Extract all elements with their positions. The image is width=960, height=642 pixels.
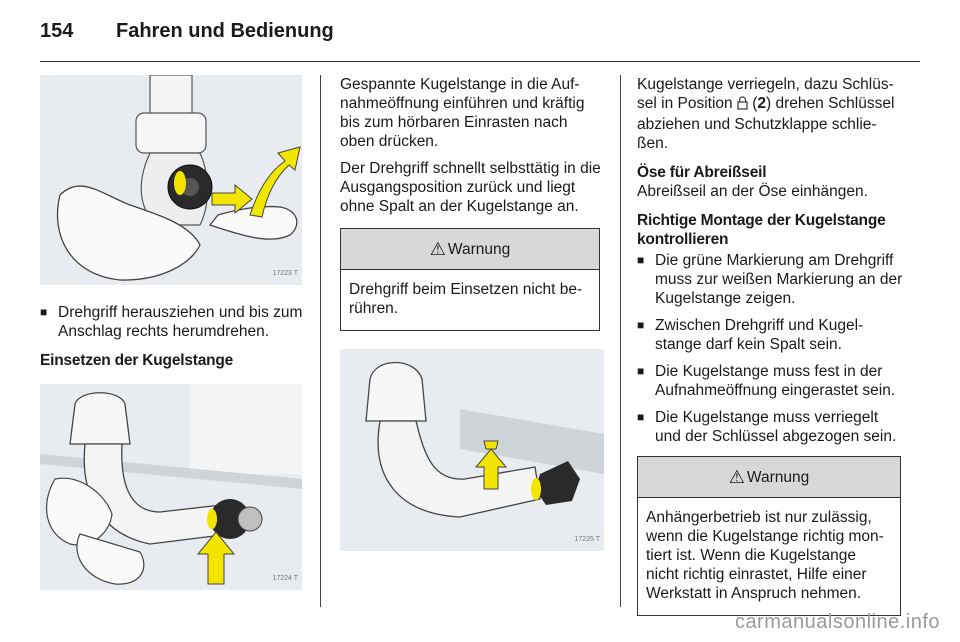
insert-ball-bar-illustration <box>40 384 302 590</box>
figure-number: 17225 T <box>574 536 600 543</box>
section-heading: Richtige Montage der Kugelstange kontrollieren <box>637 212 886 248</box>
warning-title: Warnung <box>447 240 511 258</box>
paragraph: Abreißseil an der Öse einhängen. <box>637 183 868 200</box>
warning-header <box>341 229 599 270</box>
paragraph-text: ) drehen Schlüssel abziehen und Schutzklappe schlie-ßen. <box>637 95 895 152</box>
instruction-bullet: ■ Drehgriff herausziehen und bis zum Anschlag rechts herumdrehen. <box>40 303 306 341</box>
column-3 <box>637 75 907 624</box>
check-bullet: ■ Die grüne Markierung am Drehgriff muss zur weißen Markierung an der Kugelstange zeigen. <box>637 251 907 308</box>
paragraph-text: ( <box>747 95 758 112</box>
paragraph: Gespannte Kugelstange in die Auf-nahmeöffnung einführen und kräftig bis zum hörbaren Einrasten nach oben drücken. <box>340 76 585 150</box>
figure-number: 17223 T <box>272 270 298 277</box>
warning-text: Anhängerbetrieb ist nur zulässig, wenn die Kugelstange richtig mon-tiert ist. Wenn die Kugelstange nicht richtig einrastet, Hilfe einer Werkstatt in Anspruch nehmen. <box>646 509 884 602</box>
paragraph: Der Drehgriff schnellt selbsttätig in die Ausgangsposition zurück und liegt ohne Spalt an der Kugelstange an. <box>340 160 601 215</box>
ball-bar-locked-illustration <box>340 349 604 551</box>
figure-pull-handle <box>40 75 302 285</box>
warning-triangle-icon: ⚠ <box>728 466 745 487</box>
column-1 <box>40 75 306 590</box>
warning-box <box>637 456 901 616</box>
warning-header <box>638 457 900 498</box>
tow-bar-handle-illustration <box>40 75 302 285</box>
check-bullet: ■ Zwischen Drehgriff und Kugel-stange darf kein Spalt sein. <box>637 316 907 354</box>
watermark: carmanualsonline.info <box>734 611 940 633</box>
column-divider <box>620 75 621 607</box>
position-number: 2 <box>757 95 767 112</box>
check-bullet: ■ Die Kugelstange muss fest in der Aufnahmeöffnung eingerastet sein. <box>637 362 907 400</box>
column-2 <box>340 75 606 551</box>
warning-box <box>340 228 600 331</box>
figure-number: 17224 T <box>272 575 298 582</box>
column-divider <box>320 75 321 607</box>
figure-insert-ball-bar <box>40 384 302 590</box>
page-number: 154 <box>40 20 74 42</box>
warning-text: Drehgriff beim Einsetzen nicht be-rühren. <box>349 281 583 317</box>
section-heading: Einsetzen der Kugelstange <box>40 352 234 369</box>
paragraph <box>637 75 907 153</box>
warning-triangle-icon: ⚠ <box>429 238 446 259</box>
section-heading: Öse für Abreißseil <box>637 164 767 181</box>
chapter-title: Fahren und Bedienung <box>116 20 334 42</box>
padlock-icon <box>737 96 748 115</box>
header-divider <box>40 61 920 62</box>
warning-title: Warnung <box>746 468 810 486</box>
page-header <box>40 14 920 54</box>
figure-ball-bar-locked <box>340 349 604 551</box>
check-bullet: ■ Die Kugelstange muss verriegelt und der Schlüssel abgezogen sein. <box>637 408 907 446</box>
paragraph-text: Kugelstange verriegeln, dazu Schlüs-sel in Position <box>637 76 894 112</box>
